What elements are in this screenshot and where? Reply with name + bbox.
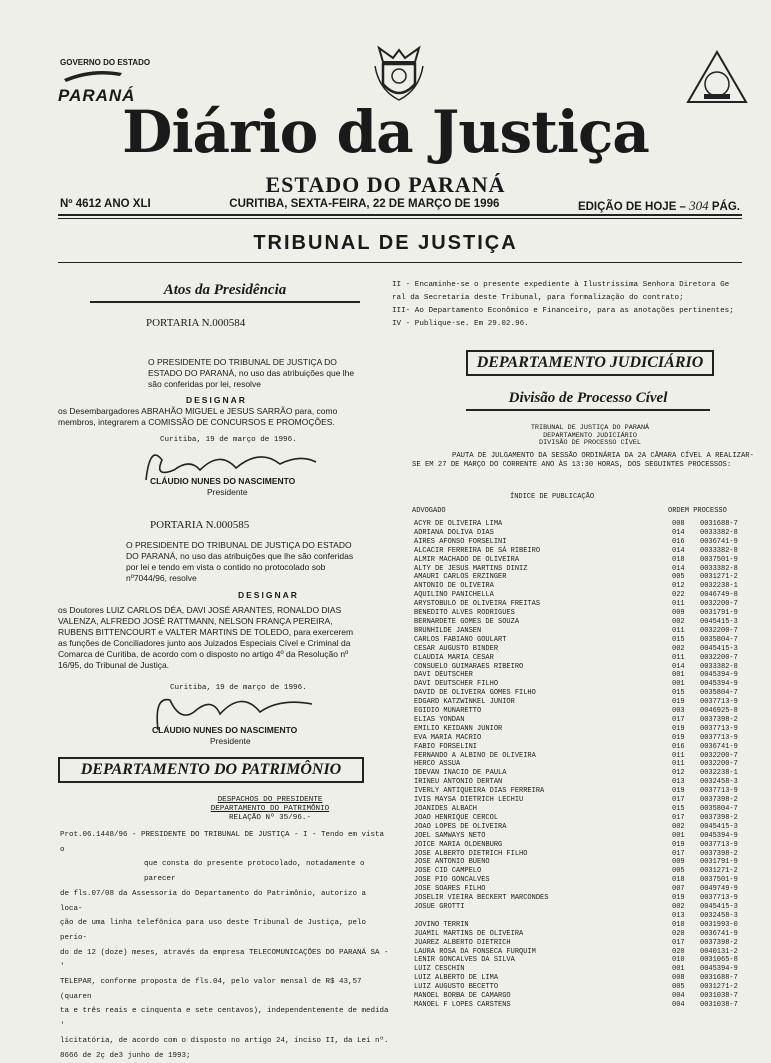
- prot-line: que consta do presente protocolado, notadamente o parecer: [144, 860, 365, 884]
- right-top-line: ral da Secretaria deste Tribunal, para formalização do contrato;: [392, 294, 684, 302]
- lawyer-name: FABIO FORSELINI: [414, 742, 478, 751]
- process-number: 0035804-7: [700, 635, 738, 644]
- order-number: 012: [672, 769, 685, 778]
- order-number: 020: [672, 929, 685, 938]
- divisao-heading: Divisão de Processo Cível: [466, 390, 710, 411]
- process-number: 0045394-9: [700, 671, 738, 680]
- pages-suffix: PÁG.: [711, 201, 740, 213]
- issue-city-date: CURITIBA, SEXTA-FEIRA, 22 DE MARÇO DE 1996: [229, 198, 500, 210]
- table-row: [414, 867, 760, 876]
- right-top-line: IV - Publique-se. Em 29.02.96.: [392, 320, 529, 328]
- order-number: 002: [672, 822, 685, 831]
- order-number: 013: [672, 778, 685, 787]
- process-number: 0031038-7: [700, 992, 738, 1001]
- table-row: [414, 600, 760, 609]
- table-row: [414, 814, 760, 823]
- table-row: [414, 573, 760, 582]
- order-number: 010: [672, 956, 685, 965]
- lawyer-name: BENEDITO ALVES RODRIGUES: [414, 609, 515, 618]
- process-number: 0031065-8: [700, 956, 738, 965]
- order-number: 011: [672, 751, 685, 760]
- lawyer-name: JOSE ANTONIO BUENO: [414, 858, 490, 867]
- process-number: 0045415-3: [700, 822, 738, 831]
- order-number: 009: [672, 858, 685, 867]
- protocol-text: [60, 828, 390, 1063]
- lawyer-name: AQUILINO PANICHELLA: [414, 591, 494, 600]
- process-number: 0033382-8: [700, 546, 738, 555]
- process-number: 0031271-2: [700, 573, 738, 582]
- table-row: [414, 627, 760, 636]
- table-row: [414, 787, 760, 796]
- table-row: [414, 698, 760, 707]
- lawyer-name: LUIZ AUGUSTO BECETTO: [414, 983, 499, 992]
- table-row: [414, 565, 760, 574]
- process-number: 0033382-8: [700, 564, 738, 573]
- order-number: 001: [672, 965, 685, 974]
- process-number: 0045415-3: [700, 902, 738, 911]
- table-row: [414, 680, 760, 689]
- section-title: TRIBUNAL DE JUSTIÇA: [253, 232, 518, 254]
- portaria2-label: PORTARIA N.000585: [150, 519, 250, 531]
- order-number: 013: [672, 911, 685, 920]
- lawyer-name: ALCACIR FERREIRA DE SÁ RIBEIRO: [414, 546, 541, 555]
- table-row: [414, 823, 760, 832]
- process-number: 0037713-9: [700, 733, 738, 742]
- order-number: 001: [672, 680, 685, 689]
- section-divider: [58, 262, 742, 263]
- table-row: [414, 894, 760, 903]
- order-number: 019: [672, 894, 685, 903]
- lawyer-name: JUAMIL MARTINS DE OLIVEIRA: [414, 929, 524, 938]
- newspaper-subtitle: ESTADO DO PARANÁ: [265, 172, 506, 197]
- order-number: 012: [672, 582, 685, 591]
- order-number: 010: [672, 920, 685, 929]
- right-top-line: II - Encaminhe-se o presente expediente à Ilustríssima Senhora Diretora Ge: [392, 281, 730, 289]
- lawyer-name: EMILIO KEIDANN JUNIOR: [414, 724, 503, 733]
- portaria2-text: os Doutores LUIZ CARLOS DÉA, DAVI JOSÉ ARANTES, RONALDO DIAS VALENZA, ALFREDO JOSÉ RATTMANN, NELSON FRANÇA PEREIRA, RUBENS BITTENCOURT e VALTER MARTINS DE TOLEDO, para exercerem as funções de Conciliadores junto aos Juizados Especiais Cível e Criminal da Comarca de Curitiba, de acordo com o disposto no artigo 4º da Resolução nº 16/95, do Tribunal de Justiça.: [58, 605, 354, 670]
- order-number: 017: [672, 813, 685, 822]
- portaria1-date: Curitiba, 19 de março de 1996.: [160, 436, 297, 444]
- order-number: 008: [672, 974, 685, 983]
- table-row: [414, 903, 760, 912]
- table-row: [414, 832, 760, 841]
- process-number: 0035804-7: [700, 805, 738, 813]
- process-number: 0031688-7: [700, 974, 738, 983]
- process-number: 0037713-9: [700, 840, 738, 849]
- process-number: 0031271-2: [700, 867, 738, 876]
- table-row: [414, 636, 760, 645]
- divisao-heading-box: [466, 390, 710, 411]
- process-number: 0032200-7: [700, 751, 738, 760]
- lawyer-name: JOVINO TERRIN: [414, 920, 469, 929]
- process-number: 0037398-2: [700, 938, 738, 947]
- lawyer-name: CLAUDIA MARIA CESAR: [414, 653, 494, 662]
- lawyer-name: ADRIANA DOLIVA DIAS: [414, 528, 494, 537]
- order-number: 014: [672, 528, 685, 537]
- portaria2-role: Presidente: [210, 736, 251, 746]
- order-number: 005: [672, 867, 685, 876]
- patrimonio-heading: DEPARTAMENTO DO PATRIMÔNIO: [58, 757, 364, 783]
- process-number: 0037713-9: [700, 724, 738, 733]
- process-number: 0045394-9: [700, 680, 738, 689]
- lawyer-name: AIRES AFONSO FORSELINI: [414, 537, 507, 546]
- lawyer-name: CONSUELO GUIMARAES RIBEIRO: [414, 662, 524, 671]
- process-number: 0031271-2: [700, 983, 738, 992]
- process-number: 0032458-3: [700, 778, 738, 787]
- state-logo-label: PARANÁ: [58, 86, 136, 105]
- lawyer-name: HERCO ASSUA: [414, 760, 461, 769]
- lawyer-name: DAVI DEUTSCHER: [414, 671, 473, 680]
- lawyer-name: JOSUE GROTTI: [414, 902, 465, 911]
- portaria1-body: O PRESIDENTE DO TRIBUNAL DE JUSTIÇA DO ESTADO DO PARANÁ, no uso das atribuições que lhe são conferidas por lei, resolve: [148, 357, 355, 389]
- order-number: 004: [672, 992, 685, 1001]
- lawyer-name: JOSE SOARES FILHO: [414, 885, 486, 894]
- order-number: 017: [672, 796, 685, 805]
- order-number: 002: [672, 617, 685, 626]
- table-row: [414, 716, 760, 725]
- lawyer-name: CESAR AUGUSTO BINDER: [414, 644, 499, 653]
- order-number: 002: [672, 902, 685, 911]
- process-number: 0037398-2: [700, 813, 738, 822]
- lawyer-name: ARYSTOBULO DE OLIVEIRA FREITAS: [414, 600, 541, 609]
- table-row: [414, 582, 760, 591]
- table-row: [414, 618, 760, 627]
- mini-header-line: TRIBUNAL DE JUSTIÇA DO PARANÁ: [530, 424, 650, 432]
- portaria2-signer: CLÁUDIO NUNES DO NASCIMENTO: [152, 725, 298, 735]
- mini-header: [470, 425, 710, 448]
- order-number: 019: [672, 698, 685, 707]
- table-row: [414, 725, 760, 734]
- table-row: [414, 556, 760, 565]
- edition-label: EDIÇÃO DE HOJE –: [577, 201, 686, 213]
- lawyer-name: CARLOS FABIANO GOULART: [414, 635, 507, 644]
- process-number: 0045394-9: [700, 965, 738, 974]
- table-row: [414, 796, 760, 805]
- lawyer-name: JUAREZ ALBERTO DIETRICH: [414, 938, 511, 947]
- order-number: 014: [672, 546, 685, 555]
- process-number: 0045394-9: [700, 831, 738, 840]
- process-number: 0032238-1: [700, 769, 738, 778]
- process-number: 0045415-3: [700, 617, 738, 626]
- table-row: [414, 921, 760, 930]
- process-number: 0031688-7: [700, 520, 738, 528]
- prot-line: do de 12 (doze) meses, através da empresa TELECOMUNICAÇÕES DO PARANÁ SA - ': [60, 948, 389, 972]
- order-number: 015: [672, 805, 685, 813]
- order-number: 007: [672, 885, 685, 894]
- process-number: 0037501-9: [700, 876, 738, 885]
- mini-header-line: DIVISÃO DE PROCESSO CÍVEL: [539, 439, 641, 447]
- prot-line: ta e três reais e cinquenta e sete centavos), independentemente de medida ': [60, 1007, 389, 1031]
- portaria1-signer: CLÁUDIO NUNES DO NASCIMENTO: [150, 476, 296, 486]
- lawyer-name: LUIZ ALBERTO DE LIMA: [414, 974, 499, 983]
- lawyer-name: BRUNHILDE JANSEN: [414, 626, 482, 635]
- process-number: 0046925-8: [700, 707, 738, 716]
- prot-line: licitatória, de acordo com o disposto no artigo 24, inciso II, da Lei nº.: [60, 1036, 389, 1045]
- order-number: 019: [672, 840, 685, 849]
- process-number: 0037713-9: [700, 698, 738, 707]
- table-row: [414, 805, 760, 814]
- despachos-line-2: DEPARTAMENTO DO PATRIMÔNIO: [210, 805, 330, 814]
- table-row: [414, 520, 760, 529]
- lawyer-name: ELIAS YONDAN: [414, 715, 465, 724]
- right-top-text: [392, 279, 764, 331]
- atos-heading: Atos da Presidência: [90, 282, 360, 303]
- table-row: [414, 654, 760, 663]
- order-number: 017: [672, 849, 685, 858]
- lawyer-name: JOAO HENRIQUE CERCOL: [414, 813, 499, 822]
- order-number: 001: [672, 671, 685, 680]
- table-row: [414, 538, 760, 547]
- order-number: 008: [672, 520, 685, 528]
- order-number: 014: [672, 564, 685, 573]
- process-number: 0031791-9: [700, 858, 738, 867]
- process-number: 0037398-2: [700, 849, 738, 858]
- table-row: [414, 769, 760, 778]
- table-row: [414, 956, 760, 965]
- process-number: 0037398-2: [700, 796, 738, 805]
- order-number: 005: [672, 573, 685, 582]
- table-row: [414, 1001, 760, 1010]
- lawyer-name: IDEVAN INACIO DE PAULA: [414, 769, 507, 778]
- table-row: [414, 645, 760, 654]
- table-row: [414, 609, 760, 618]
- process-number: 0032200-7: [700, 653, 738, 662]
- order-number: 016: [672, 742, 685, 751]
- order-number: 011: [672, 760, 685, 769]
- lawyer-name: JOSE ALBERTO DIETRICH FILHO: [414, 849, 528, 858]
- lawyer-name: AMAURI CARLOS ERZINGER: [414, 573, 507, 582]
- lawyer-name: JOSELIR VIEIRA BECKERT MARCONDES: [414, 894, 549, 903]
- table-row: [414, 965, 760, 974]
- quality-seal-icon: [686, 50, 748, 104]
- issue-info-bar: [60, 198, 740, 214]
- pauta-text: PAUTA DE JULGAMENTO DA SESSÃO ORDINÁRIA DA 2A CÂMARA CÍVEL A REALIZAR-SE EM 27 DE MARÇO DO CORRENTE ANO ÀS 13:30 HORAS, DOS SEGUINTES PROCESSOS:: [412, 452, 754, 469]
- order-number: 005: [672, 983, 685, 992]
- lawyer-name: JOAO LOPES DE OLIVEIRA: [414, 822, 507, 831]
- order-number: 019: [672, 733, 685, 742]
- process-number: 0045415-3: [700, 644, 738, 653]
- portaria1-designar: DESIGNAR: [186, 395, 247, 405]
- table-row: [414, 841, 760, 850]
- order-number: 011: [672, 626, 685, 635]
- table-row: [414, 547, 760, 556]
- table-row: [414, 983, 760, 992]
- portaria1-label: PORTARIA N.000584: [146, 317, 246, 329]
- lawyer-name: DAVI DEUTSCHER FILHO: [414, 680, 499, 689]
- table-row: [414, 948, 760, 957]
- table-row: [414, 734, 760, 743]
- edition-info: [578, 198, 740, 214]
- lawyer-name: ANTONIO DE OLIVEIRA: [414, 582, 494, 591]
- process-number: 0037713-9: [700, 894, 738, 903]
- lawyer-name: MANOEL BORBA DE CAMARGO: [414, 992, 511, 1001]
- lawyer-name: EVA MARIA MACRIO: [414, 733, 482, 742]
- order-number: 015: [672, 689, 685, 698]
- lawyer-name: JOSE PIO GONCALVES: [414, 876, 490, 885]
- despachos-line-3: RELAÇÃO Nº 35/96.-: [228, 814, 312, 823]
- process-number: 0032200-7: [700, 626, 738, 635]
- col-ordem-header: ORDEM PROCESSO: [668, 507, 727, 515]
- table-row: [414, 743, 760, 752]
- gov-label: GOVERNO DO ESTADO: [60, 58, 151, 67]
- despachos-block: [150, 796, 390, 824]
- lawyer-name: ACYR DE OLIVEIRA LIMA: [414, 520, 503, 528]
- order-number: 004: [672, 1000, 685, 1009]
- lawyer-name: JOICE MARIA OLDENBURG: [414, 840, 503, 849]
- process-number: 0031038-7: [700, 1000, 738, 1009]
- order-number: 011: [672, 653, 685, 662]
- lawyer-name: FERNANDO A ALBINO DE OLIVEIRA: [414, 751, 536, 760]
- table-row: [414, 671, 760, 680]
- lawyer-name: LUIZ CESCHIN: [414, 965, 465, 974]
- lawyer-name: [414, 912, 672, 921]
- process-number: 0049749-9: [700, 885, 738, 894]
- table-row: [414, 752, 760, 761]
- order-number: 017: [672, 938, 685, 947]
- process-number: 0037713-9: [700, 787, 738, 796]
- process-number: 0036741-9: [700, 929, 738, 938]
- lawyer-table: [414, 520, 760, 1010]
- table-row: [414, 760, 760, 769]
- table-row: [414, 858, 760, 867]
- newspaper-title: Diário da Justiça: [122, 98, 649, 166]
- table-row: [414, 912, 760, 921]
- process-number: 0037398-2: [700, 715, 738, 724]
- process-number: 0036741-9: [700, 742, 738, 751]
- order-number: 018: [672, 555, 685, 564]
- prot-line: ção de uma linha telefônica para uso deste Tribunal de Justiça, pelo perío-: [60, 919, 367, 942]
- order-number: 002: [672, 644, 685, 653]
- col-advogado-header: ADVOGADO: [412, 507, 446, 515]
- header-divider: [58, 214, 742, 216]
- process-number: 0037501-9: [700, 555, 738, 564]
- order-number: 009: [672, 609, 685, 618]
- lawyer-name: MANOEL F LOPES CARSTENS: [414, 1000, 511, 1009]
- lawyer-name: EGIDIO MUNARETTO: [414, 707, 482, 716]
- prot-line: 8666 de 2ç de3 junho de 1993;: [60, 1051, 191, 1060]
- mini-header-line: DEPARTAMENTO JUDICIÁRIO: [543, 431, 637, 440]
- process-number: 0032200-7: [700, 600, 738, 609]
- order-number: 019: [672, 724, 685, 733]
- prot-line: de fls.07/08 da Assessoria do Departamento do Patrimônio, autorizo a loca-: [60, 889, 367, 913]
- order-number: 018: [672, 876, 685, 885]
- table-row: [414, 689, 760, 698]
- prot-line: TELEPAR, conforme proposta de fls.04, pelo valor mensal de R$ 43,57 (quaren: [60, 978, 362, 1001]
- table-row: [414, 707, 760, 716]
- process-number: 0033382-8: [700, 662, 738, 671]
- edition-pages: 304: [689, 198, 709, 213]
- order-number: 014: [672, 662, 685, 671]
- table-row: [414, 850, 760, 859]
- portaria1-role: Presidente: [207, 487, 248, 497]
- portaria2-date: Curitiba, 19 de março de 1996.: [170, 684, 307, 692]
- process-number: 0046749-8: [700, 591, 738, 600]
- process-number: 0033382-8: [700, 528, 738, 537]
- table-row: [414, 663, 760, 672]
- indices-title: ÍNDICE DE PUBLICAÇÃO: [510, 493, 595, 501]
- judiciario-heading: DEPARTAMENTO JUDICIÁRIO: [466, 350, 714, 376]
- process-number: 0031791-9: [700, 609, 738, 618]
- lawyer-name: EDGARD KATZWINKEL JUNIOR: [414, 698, 515, 707]
- order-number: 001: [672, 831, 685, 840]
- lawyer-name: DAVID DE OLIVEIRA GOMES FILHO: [414, 689, 536, 698]
- process-number: 0032200-7: [700, 760, 738, 769]
- process-number: 0035804-7: [700, 689, 738, 698]
- lawyer-name: ALTY DE JESUS MARTINS DINIZ: [414, 564, 528, 573]
- lawyer-name: IVERLY ANTIQUEIRA DIAS FERREIRA: [414, 787, 545, 796]
- table-row: [414, 939, 760, 948]
- table-row: [414, 930, 760, 939]
- table-row: [414, 974, 760, 983]
- table-row: [414, 992, 760, 1001]
- table-row: [414, 885, 760, 894]
- portaria2-body: O PRESIDENTE DO TRIBUNAL DE JUSTIÇA DO ESTADO DO PARANÁ, no uso das atribuições que lhe são conferidas por lei e tendo em vista o contido no protocolado sob nº7044/96, resolve: [126, 540, 354, 583]
- right-top-line: III- Ao Departamento Econômico e Financeiro, para as anotações pertinentes;: [392, 307, 734, 315]
- parana-logo-swoosh: [62, 67, 124, 83]
- lawyer-name: BERNARDETE GOMES DE SOUZA: [414, 617, 520, 626]
- table-row: [414, 876, 760, 885]
- order-number: 011: [672, 600, 685, 609]
- table-row: [414, 778, 760, 787]
- lawyer-name: IVIS MAYSA DIETRICH LECHIU: [414, 796, 524, 805]
- prot-line: Prot.06.1448/96 - PRESIDENTE DO TRIBUNAL DE JUSTIÇA - I - Tendo em vista o: [60, 831, 385, 854]
- coat-of-arms-icon: [373, 44, 425, 104]
- lawyer-name: JOSE CID CAMPELO: [414, 867, 482, 876]
- lawyer-name: IRINEU ANTONIO DERTAN: [414, 778, 503, 787]
- lawyer-name: LENIR GONCALVES DA SILVA: [414, 956, 515, 965]
- order-number: 022: [672, 591, 685, 600]
- process-number: 0031993-0: [700, 920, 738, 929]
- order-number: 019: [672, 787, 685, 796]
- header-divider-thin: [58, 218, 742, 219]
- process-number: 0032238-1: [700, 582, 738, 591]
- order-number: 020: [672, 947, 685, 956]
- order-number: 017: [672, 715, 685, 724]
- order-number: 016: [672, 537, 685, 546]
- lawyer-name: JOANIDES ALBACH: [414, 805, 478, 813]
- portaria2-designar: DESIGNAR: [238, 590, 299, 600]
- portaria1-text: os Desembargadores ABRAHÃO MIGUEL e JESUS SARRÃO para, como membros, integrarem a COMISSÃO DE CONCURSOS E PROMOÇÕES.: [58, 406, 338, 427]
- lawyer-name: JOEL SAMWAYS NETO: [414, 831, 486, 840]
- atos-heading-box: [90, 282, 360, 303]
- lawyer-name: LAURA ROSA DA FONSECA FURQUIM: [414, 947, 536, 956]
- issue-number: Nº 4612 ANO XLI: [60, 198, 151, 210]
- table-row: [414, 529, 760, 538]
- process-number: 0036741-9: [700, 537, 738, 546]
- order-number: 003: [672, 707, 685, 716]
- lawyer-name: ALMIR MACHADO DE OLIVEIRA: [414, 555, 520, 564]
- lawyer-index-list: [414, 520, 760, 1010]
- process-number: 0032458-3: [700, 911, 738, 920]
- table-row: [414, 591, 760, 600]
- order-number: 015: [672, 635, 685, 644]
- despachos-line-1: DESPACHOS DO PRESIDENTE: [217, 796, 323, 804]
- process-number: 0040131-2: [700, 947, 738, 956]
